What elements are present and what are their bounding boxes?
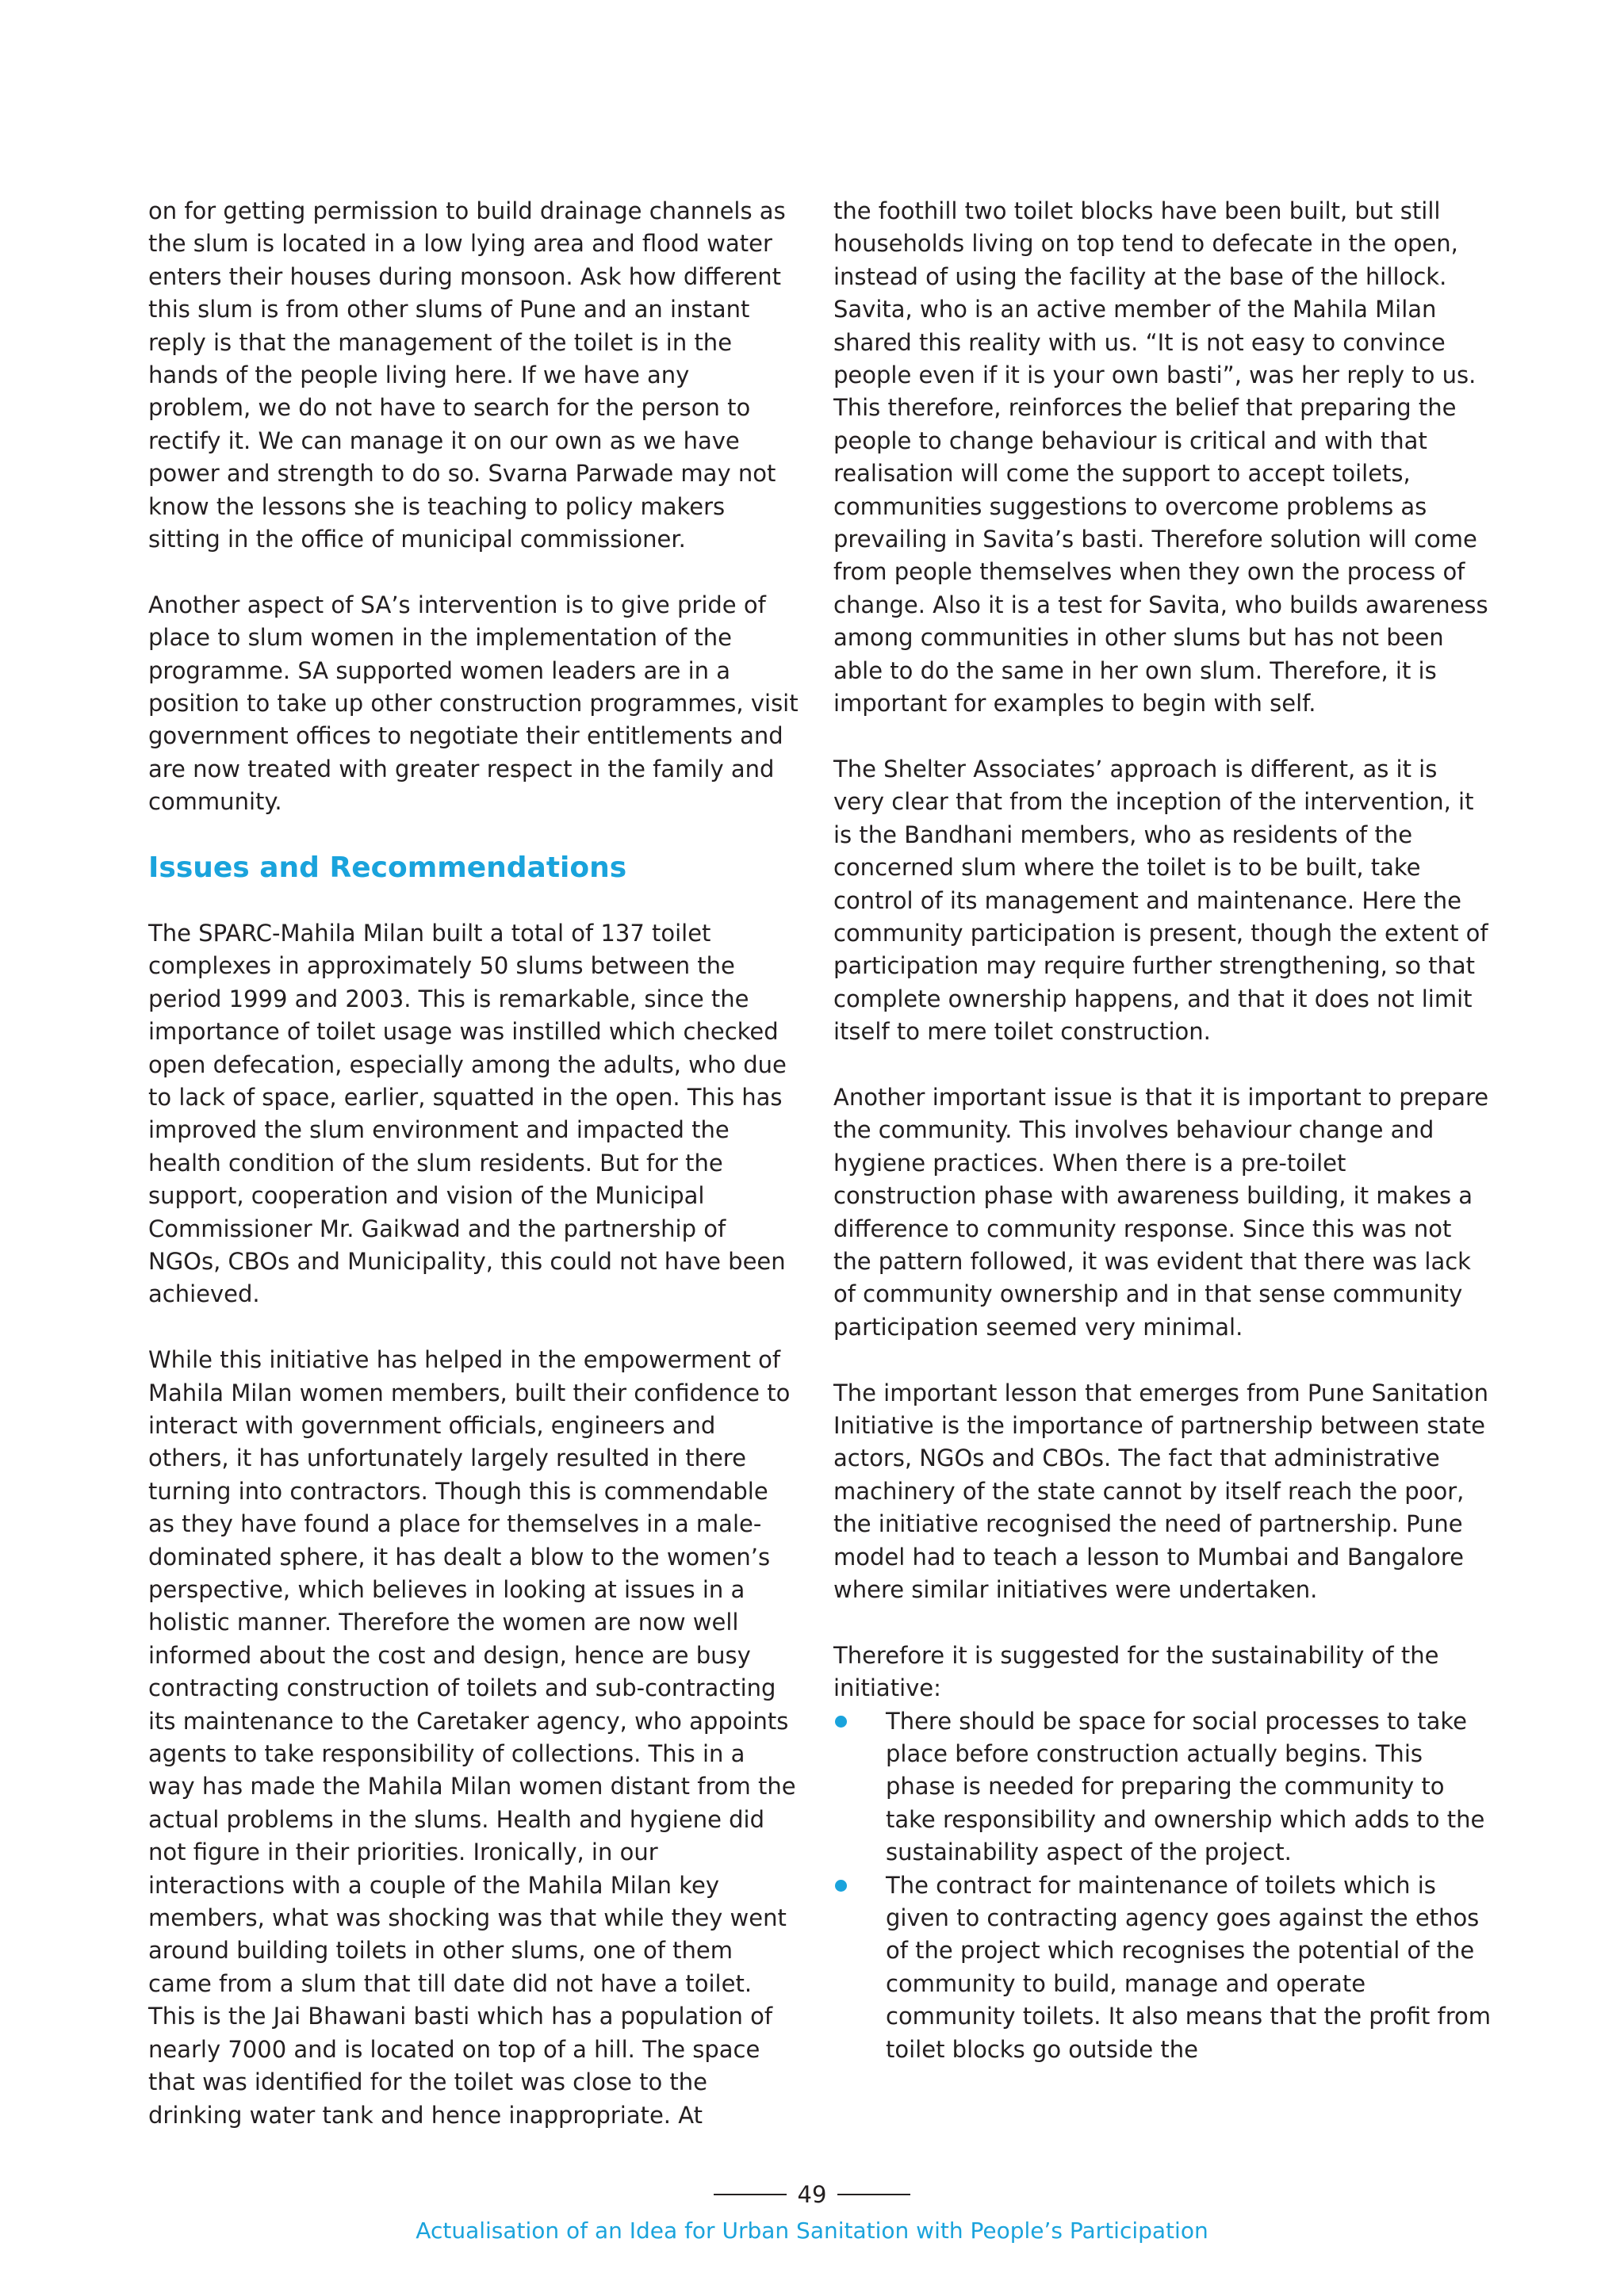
paragraph: The important lesson that emerges from Pune Sanitation Initiative is the importance of partnership between state actors, NGOs and CBOs. The fact that administrative machinery of the state cannot by itself reach the poor, the initiative recognised the need of partnership. Pune model had to teach a lesson to Mumbai and Bangalore where similar initiatives were undertaken. — [833, 1379, 1488, 1604]
right-column — [833, 195, 1492, 2066]
divider — [837, 2194, 910, 2195]
paragraph: Another important issue is that it is important to prepare the community. This involves behaviour change and hygiene practices. When there is a pre-toilet construction phase with awareness building, it makes a difference to community response. Since this was not the pattern followed, it was evident that there was lack of community ownership and in that sense community participation seemed very minimal. — [833, 1083, 1489, 1341]
footer-title: Actualisation of an Idea for Urban Sanitation with People’s Participation — [416, 2218, 1208, 2244]
section-heading: Issues and Recommendations — [148, 851, 627, 885]
page-footer — [0, 2180, 1624, 2245]
page-number: 49 — [797, 2181, 827, 2208]
bullet-icon — [835, 1716, 847, 1728]
recommendation-list — [833, 1705, 1492, 2066]
list-item-text: There should be space for social processes to take place before construction actually begins. This phase is needed for preparing the community to take responsibility and ownership which adds to the sustainability aspect of the project. — [886, 1707, 1485, 1866]
page-number-row — [0, 2180, 1624, 2209]
list-item — [833, 1869, 1492, 2066]
paragraph: the foothill two toilet blocks have been built, but still households living on top tend to defecate in the open, instead of using the facility at the base of the hillock. Savita, who is an active member of the Mahila Milan shared this reality with us. “It is not easy to convince people even if it is your own basti”, was her reply to us. This therefore, reinforces the belief that preparing the people to change behaviour is critical and with that realisation will come the support to accept toilets, communities suggestions to overcome problems as prevailing in Savita’s basti. Therefore solution will come from people themselves when they own the process of change. Also it is a test for Savita, who builds awareness among communities in other slums but has not been able to do the same in her own slum. Therefore, it is important for examples to begin with self. — [833, 197, 1488, 718]
left-column — [148, 195, 799, 2132]
paragraph: Another aspect of SA’s intervention is to give pride of place to slum women in the implementation of the programme. SA supported women leaders are in a position to take up other construction programmes, visit government offices to negotiate their entitlements and are now treated with greater respect in the family and community. — [148, 591, 799, 816]
paragraph: The Shelter Associates’ approach is different, as it is very clear that from the inception of the intervention, it is the Bandhani members, who as residents of the concerned slum where the toilet is to be built, take control of its management and maintenance. Here the community participation is present, though the extent of participation may require further strengthening, so that complete ownership happens, and that it does not limit itself to mere toilet construction. — [833, 755, 1488, 1046]
paragraph: The SPARC-Mahila Milan built a total of 137 toilet complexes in approximately 50 slums between the period 1999 and 2003. This is remarkable, since the importance of toilet usage was instilled which checked open defecation, especially among the adults, who due to lack of space, earlier, squatted in the open. This has improved the slum environment and impacted the health condition of the slum residents. But for the support, cooperation and vision of the Municipal Commissioner Mr. Gaikwad and the partnership of NGOs, CBOs and Municipality, this could not have been achieved. — [148, 919, 787, 1308]
paragraph: While this initiative has helped in the empowerment of Mahila Milan women members, built their confidence to interact with government officials, engineers and others, it has unfortunately largely resulted in there turning into contractors. Though this is commendable as they have found a place for themselves in a male-dominated sphere, it has dealt a blow to the women’s perspective, which believes in looking at issues in a holistic manner. Therefore the women are now well informed about the cost and design, hence are busy contracting construction of toilets and sub-contracting its maintenance to the Caretaker agency, who appoints agents to take responsibility of collections. This in a way has made the Mahila Milan women distant from the actual problems in the slums. Health and hygiene did not figure in their priorities. Ironically, in our interactions with a couple of the Mahila Milan key members, what was shocking was that while they went around building toilets in other slums, one of them came from a slum that till date did not have a toilet. This is the Jai Bhawani basti which has a population of nearly 7000 and is located on top of a hill. The space that was identified for the toilet was close to the drinking water tank and hence inappropriate. At — [148, 1346, 796, 2129]
paragraph: Therefore it is suggested for the sustainability of the initiative: — [833, 1641, 1439, 1702]
paragraph: on for getting permission to build drainage channels as the slum is located in a low lying area and flood water enters their houses during monsoon. Ask how different this slum is from other slums of Pune and an instant reply is that the management of the toilet is in the hands of the people living here. If we have any problem, we do not have to search for the person to rectify it. We can manage it on our own as we have power and strength to do so. Svarna Parwade may not know the lessons she is teaching to policy makers sitting in the office of municipal commissioner. — [148, 197, 786, 553]
list-item — [833, 1705, 1492, 1869]
divider — [714, 2194, 787, 2195]
list-item-text: The contract for maintenance of toilets which is given to contracting agency goes against the ethos of the project which recognises the potential of the community to build, manage and operate community toilets. It also means that the profit from toilet blocks go outside the — [886, 1871, 1492, 2063]
bullet-icon — [835, 1880, 847, 1892]
